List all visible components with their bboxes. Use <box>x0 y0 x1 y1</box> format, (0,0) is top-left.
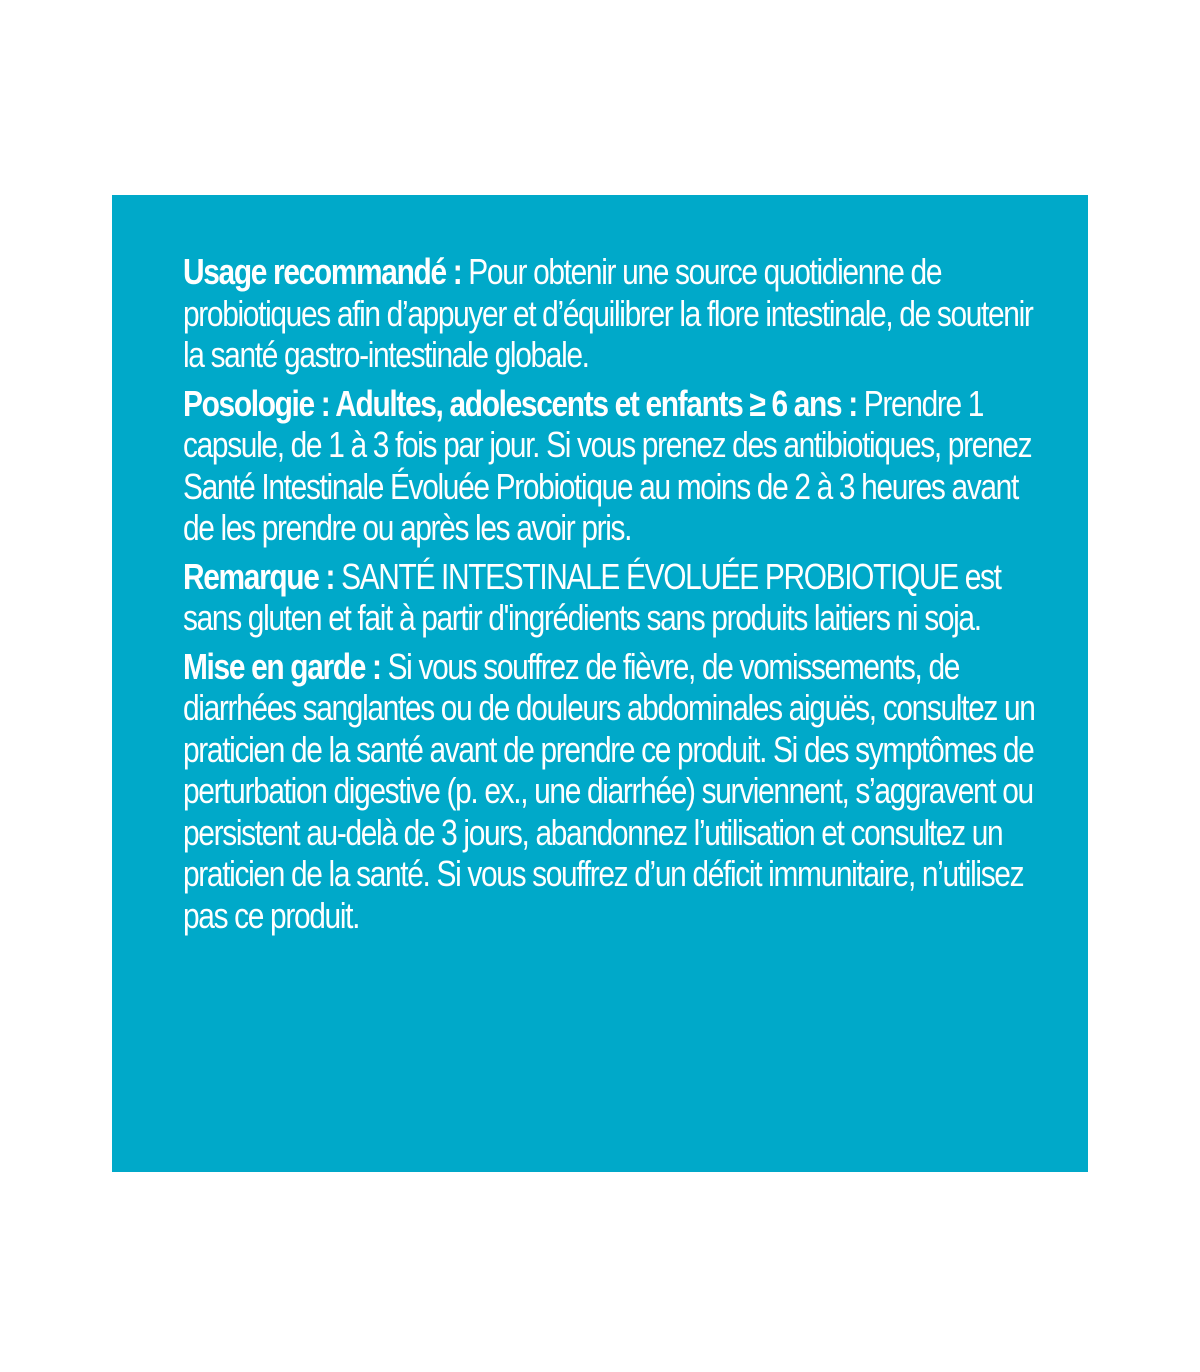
dosage-text: Prendre 1 capsule, de 1 à 3 fois par jour. Si vous prenez des antibiotiques, prenez Santé Intestinale Évoluée Probiotique au moins de 2 à 3 heures avant de les prendre ou après les avoir pris. <box>183 382 1032 548</box>
dosage-label: Posologie : Adultes, adolescents et enfants ≥ 6 ans : <box>183 382 857 424</box>
warning-section <box>183 646 1046 937</box>
usage-label: Usage recommandé : <box>183 251 462 292</box>
note-text: SANTÉ INTESTINALE ÉVOLUÉE PROBIOTIQUE est sans gluten et fait à partir d'ingrédients sans produits laitiers ni soja. <box>183 555 1001 638</box>
label-panel <box>112 195 1088 1172</box>
note-section <box>183 556 1046 639</box>
dosage-section <box>183 383 1046 549</box>
usage-section <box>183 251 1046 376</box>
usage-text: Pour obtenir une source quotidienne de probiotiques afin d’appuyer et d’équilibrer la flore intestinale, de soutenir la santé gastro-intestinale globale. <box>183 251 1033 375</box>
warning-label: Mise en garde : <box>183 645 381 687</box>
note-label: Remarque : <box>183 555 335 597</box>
warning-text: Si vous souffrez de fièvre, de vomissements, de diarrhées sanglantes ou de douleurs abdominales aiguës, consultez un praticien de la santé avant de prendre ce produit. Si des symptômes de perturbation digestive (p. ex., une diarrhée) surviennent, s’aggravent ou persistent au-delà de 3 jours, abandonnez l’utilisation et consultez un praticien de la santé. Si vous souffrez d’un déficit immunitaire, n’utilisez pas ce produit. <box>183 645 1035 936</box>
